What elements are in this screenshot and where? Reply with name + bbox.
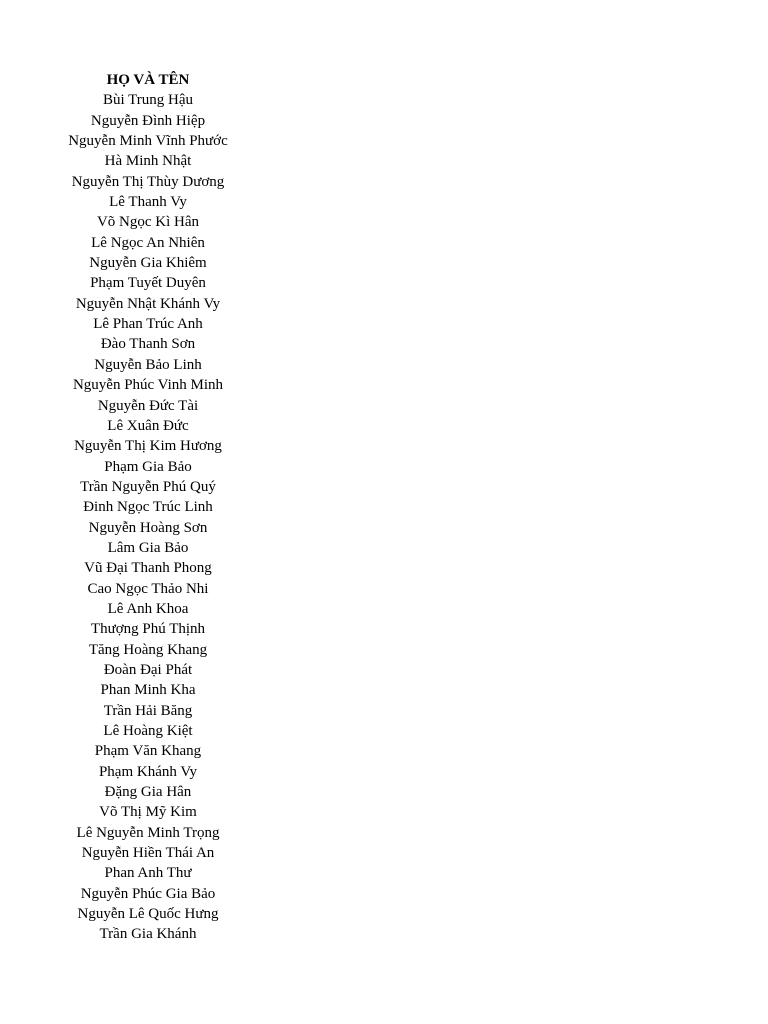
name-list-item: Nguyễn Minh Vĩnh Phước bbox=[68, 133, 228, 150]
name-list-item: Nguyễn Thị Kim Hương bbox=[74, 438, 222, 455]
name-list-item: Tăng Hoàng Khang bbox=[88, 641, 208, 658]
name-list-item: Phạm Tuyết Duyên bbox=[90, 275, 206, 292]
name-list-item: Lê Xuân Đức bbox=[107, 417, 189, 434]
name-list-item: Cao Ngọc Thảo Nhi bbox=[87, 580, 209, 597]
name-list-item: Trần Nguyễn Phú Quý bbox=[80, 478, 216, 495]
name-list-item: Đặng Gia Hân bbox=[104, 784, 192, 801]
name-list-item: Võ Thị Mỹ Kim bbox=[99, 804, 197, 821]
name-list-item: Lê Ngọc An Nhiên bbox=[91, 234, 205, 251]
name-list-item: Phan Anh Thư bbox=[104, 865, 192, 882]
name-list-item: Lê Phan Trúc Anh bbox=[93, 316, 203, 333]
name-list-item: Lâm Gia Bảo bbox=[107, 539, 189, 556]
name-list-item: Nguyễn Đức Tài bbox=[97, 397, 199, 414]
name-list-item: Hà Minh Nhật bbox=[104, 153, 192, 170]
name-list-item: Đoàn Đại Phát bbox=[103, 661, 193, 678]
name-list-item: Phạm Văn Khang bbox=[94, 743, 202, 760]
name-list-item: Nguyễn Bảo Linh bbox=[94, 356, 202, 373]
name-list-item: Nguyễn Phúc Vinh Minh bbox=[72, 377, 224, 394]
name-list-item: Phạm Khánh Vy bbox=[98, 763, 198, 780]
name-list-item: Nguyễn Gia Khiêm bbox=[89, 255, 207, 272]
name-list-item: Nguyễn Hiền Thái An bbox=[81, 845, 215, 862]
name-list-item: Nguyễn Lê Quốc Hưng bbox=[77, 906, 219, 923]
name-list-item: Bùi Trung Hậu bbox=[102, 92, 194, 109]
name-list-item: Phạm Gia Bảo bbox=[104, 458, 192, 475]
name-list bbox=[48, 90, 248, 944]
name-list-item: Lê Nguyễn Minh Trọng bbox=[76, 824, 220, 841]
name-list-item: Lê Hoàng Kiệt bbox=[103, 723, 193, 739]
name-list-item: Thượng Phú Thịnh bbox=[90, 621, 206, 638]
name-list-item: Nguyễn Thị Thùy Dương bbox=[71, 173, 225, 190]
name-list-item: Trần Hải Băng bbox=[103, 702, 193, 719]
name-list-item: Lê Thanh Vy bbox=[109, 194, 187, 211]
name-column bbox=[48, 70, 248, 945]
name-list-item: Nguyễn Hoàng Sơn bbox=[88, 519, 208, 536]
name-list-item: Đinh Ngọc Trúc Linh bbox=[83, 499, 213, 516]
name-list-item: Vũ Đại Thanh Phong bbox=[84, 560, 212, 577]
name-list-item: Đào Thanh Sơn bbox=[100, 336, 196, 353]
name-list-item: Võ Ngọc Kì Hân bbox=[96, 214, 200, 231]
name-list-item: Phan Minh Kha bbox=[100, 682, 196, 699]
column-header: HỌ VÀ TÊN bbox=[106, 72, 190, 88]
name-list-item: Trần Gia Khánh bbox=[99, 926, 197, 943]
name-list-item: Nguyễn Nhật Khánh Vy bbox=[75, 295, 221, 312]
name-list-item: Nguyễn Đình Hiệp bbox=[90, 112, 206, 129]
name-list-item: Lê Anh Khoa bbox=[107, 600, 189, 617]
name-list-item: Nguyễn Phúc Gia Bảo bbox=[80, 885, 216, 902]
